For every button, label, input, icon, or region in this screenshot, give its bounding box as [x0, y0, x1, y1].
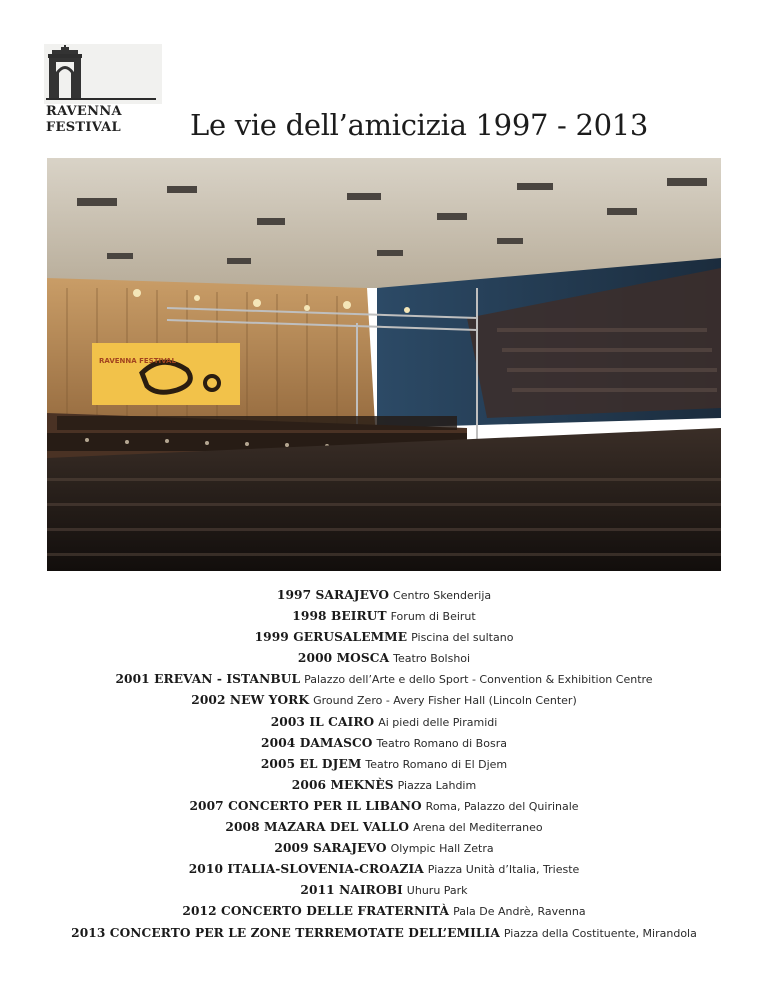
event-entry	[0, 900, 768, 921]
event-venue: Teatro Romano di Bosra	[376, 736, 507, 750]
event-entry	[0, 605, 768, 626]
event-entry	[0, 668, 768, 689]
banner-text: RAVENNA FESTIVAL	[99, 357, 176, 365]
event-venue: Palazzo dell’Arte e dello Sport - Convention & Exhibition Centre	[304, 673, 653, 687]
event-entry	[0, 837, 768, 858]
event-entry	[0, 584, 768, 605]
event-venue: Roma, Palazzo del Quirinale	[425, 799, 579, 813]
ravenna-festival-logo	[44, 44, 162, 136]
event-year-city: 2000 MOSCA	[297, 651, 390, 666]
event-entry	[0, 753, 768, 774]
event-year-city: 2011 NAIROBI	[300, 883, 403, 898]
event-entry	[0, 689, 768, 710]
event-year-city: 2005 EL DJEM	[260, 756, 362, 771]
event-venue: Centro Skenderija	[393, 589, 492, 602]
event-year-city: 2009 SARAJEVO	[274, 841, 387, 856]
event-venue: Ground Zero - Avery Fisher Hall (Lincoln Center)	[313, 694, 577, 708]
arch-gate-icon	[44, 44, 162, 104]
logo-text	[46, 104, 122, 136]
event-entry	[0, 922, 768, 943]
logo-line-1: RAVENNA	[46, 104, 122, 119]
event-list	[0, 584, 768, 943]
event-venue: Ai piedi delle Piramidi	[378, 715, 498, 729]
event-entry	[0, 711, 768, 732]
event-venue: Piazza Lahdim	[397, 778, 477, 792]
event-year-city: 2008 MAZARA DEL VALLO	[225, 820, 410, 835]
event-venue: Pala De Andrè, Ravenna	[453, 905, 586, 919]
event-venue: Piazza della Costituente, Mirandola	[503, 926, 697, 940]
event-year-city: 1999 GERUSALEMME	[254, 630, 408, 645]
event-venue: Olympic Hall Zetra	[390, 842, 494, 856]
event-year-city: 2012 CONCERTO DELLE FRATERNITÀ	[182, 904, 450, 919]
logo-line-2: FESTIVAL	[46, 120, 121, 135]
event-venue: Uhuru Park	[406, 884, 468, 898]
event-year-city: 1997 SARAJEVO	[276, 588, 390, 602]
event-year-city: 2001 EREVAN - ISTANBUL	[115, 672, 301, 687]
event-year-city: 2007 CONCERTO PER IL LIBANO	[189, 798, 422, 813]
event-venue: Arena del Mediterraneo	[413, 821, 543, 835]
event-entry	[0, 626, 768, 647]
event-venue: Teatro Bolshoi	[393, 652, 471, 666]
event-venue: Piscina del sultano	[411, 631, 514, 645]
event-year-city: 2006 MEKNÈS	[291, 777, 394, 792]
event-entry	[0, 774, 768, 795]
event-venue: Forum di Beirut	[390, 610, 476, 624]
event-entry	[0, 732, 768, 753]
event-entry	[0, 816, 768, 837]
event-year-city: 2003 IL CAIRO	[270, 714, 375, 729]
event-entry	[0, 858, 768, 879]
event-venue: Piazza Unità d’Italia, Trieste	[427, 863, 580, 877]
event-year-city: 1998 BEIRUT	[292, 609, 387, 624]
event-entry	[0, 879, 768, 900]
event-year-city: 2002 NEW YORK	[191, 693, 310, 708]
event-year-city: 2013 CONCERTO PER LE ZONE TERREMOTATE DELL’EMILIA	[71, 925, 500, 940]
page-title: Le vie dell’amicizia 1997 - 2013	[190, 108, 649, 142]
event-venue: Teatro Romano di El Djem	[365, 757, 508, 771]
event-year-city: 2010 ITALIA-SLOVENIA-CROAZIA	[188, 862, 424, 877]
event-entry	[0, 795, 768, 816]
concert-hall-illustration	[47, 158, 721, 571]
event-entry	[0, 647, 768, 668]
concert-hall-photo	[47, 158, 721, 571]
event-year-city: 2004 DAMASCO	[261, 735, 373, 750]
